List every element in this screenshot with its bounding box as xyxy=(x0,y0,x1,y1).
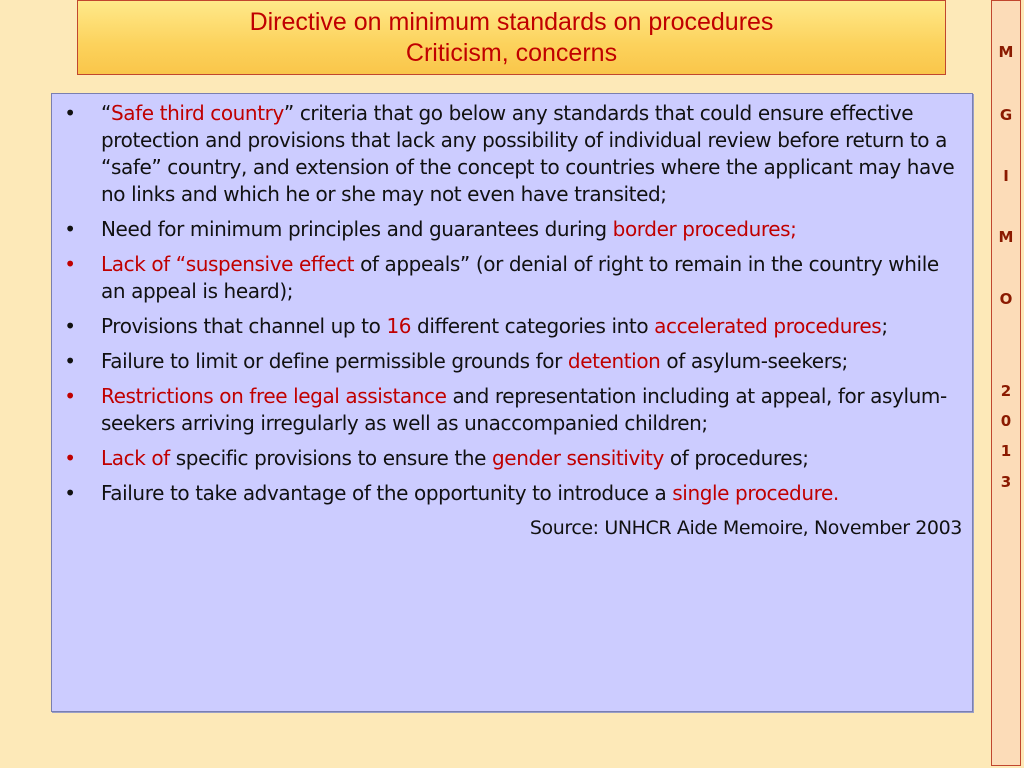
side-strip-letter: 3 xyxy=(1000,473,1012,491)
slide-title xyxy=(77,0,946,75)
side-strip-letter: M xyxy=(998,228,1014,246)
bullet-item xyxy=(52,480,962,507)
bullet-text-segment: Lack of “suspensive effect xyxy=(101,252,355,276)
side-strip-letter: 1 xyxy=(1000,442,1012,460)
bullet-text-segment: Restrictions on free legal assistance xyxy=(101,384,447,408)
title-line-2: Criticism, concerns xyxy=(405,39,618,67)
side-strip-letter: 2 xyxy=(1000,382,1012,400)
bullet-text-segment: Need for minimum principles and guarantees during xyxy=(101,217,613,241)
bullet-dot-icon: • xyxy=(64,101,76,125)
bullet-item xyxy=(52,313,962,340)
bullet-dot-icon: • xyxy=(64,217,76,241)
bullet-text-segment: Safe third country xyxy=(110,101,284,125)
title-line-1: Directive on minimum standards on procedures xyxy=(249,8,774,36)
bullet-text-segment: different categories into xyxy=(411,314,655,338)
bullet-dot-icon: • xyxy=(64,384,76,408)
side-strip-letter: M xyxy=(998,43,1014,61)
bullet-text-segment: detention xyxy=(567,349,661,373)
bullet-item xyxy=(52,216,962,243)
bullet-text-segment: ” criteria that go below any standards that could ensure effective protection and provisions that lack any possibility of individual review before return to a “safe” country, and extension of the concept to countries where the applicant may have no links and which he or she may not even have transited; xyxy=(101,101,955,206)
bullet-text-segment: 16 xyxy=(386,314,412,338)
side-strip-letter: I xyxy=(1003,167,1009,185)
bullet-text-segment: gender sensitivity xyxy=(492,446,664,470)
bullet-item xyxy=(52,445,962,472)
bullet-item xyxy=(52,100,962,208)
bullet-item xyxy=(52,383,962,437)
bullet-dot-icon: • xyxy=(64,446,76,470)
bullet-text-segment: “ xyxy=(101,101,111,125)
bullet-dot-icon: • xyxy=(64,349,76,373)
bullet-dot-icon: • xyxy=(64,314,76,338)
bullet-text-segment: single procedure. xyxy=(672,481,839,505)
bullet-text-segment: Failure to take advantage of the opportunity to introduce a xyxy=(101,481,673,505)
bullet-dot-icon: • xyxy=(64,481,76,505)
bullet-item xyxy=(52,348,962,375)
side-strip-letter: G xyxy=(999,106,1013,124)
bullet-text-segment: Provisions that channel up to xyxy=(101,314,387,338)
bullet-text-segment: specific provisions to ensure the xyxy=(169,446,493,470)
bullet-item xyxy=(52,251,962,305)
side-strip-mgimo-2013 xyxy=(991,0,1021,766)
bullet-text-segment: Failure to limit or define permissible grounds for xyxy=(101,349,568,373)
bullet-text-segment: of asylum-seekers; xyxy=(660,349,848,373)
side-strip-letter: O xyxy=(999,290,1013,308)
bullet-text-segment: Lack of xyxy=(101,446,170,470)
bullet-dot-icon: • xyxy=(64,252,76,276)
side-strip-letter: 0 xyxy=(1000,412,1012,430)
bullet-text-segment: and representation including at appeal, for asylum-seekers arriving irregularly as well as unaccompanied children; xyxy=(101,384,947,435)
source-citation: Source: UNHCR Aide Memoire, November 2003 xyxy=(529,517,962,539)
bullet-text-segment: accelerated procedures xyxy=(654,314,882,338)
bullet-text-segment: of appeals” (or denial of right to remain in the country while an appeal is heard); xyxy=(101,252,939,303)
content-panel xyxy=(51,93,973,712)
bullet-text-segment: ; xyxy=(881,314,888,338)
bullet-list xyxy=(52,94,972,507)
bullet-text-segment: border procedures; xyxy=(612,217,797,241)
bullet-text-segment: of procedures; xyxy=(663,446,809,470)
